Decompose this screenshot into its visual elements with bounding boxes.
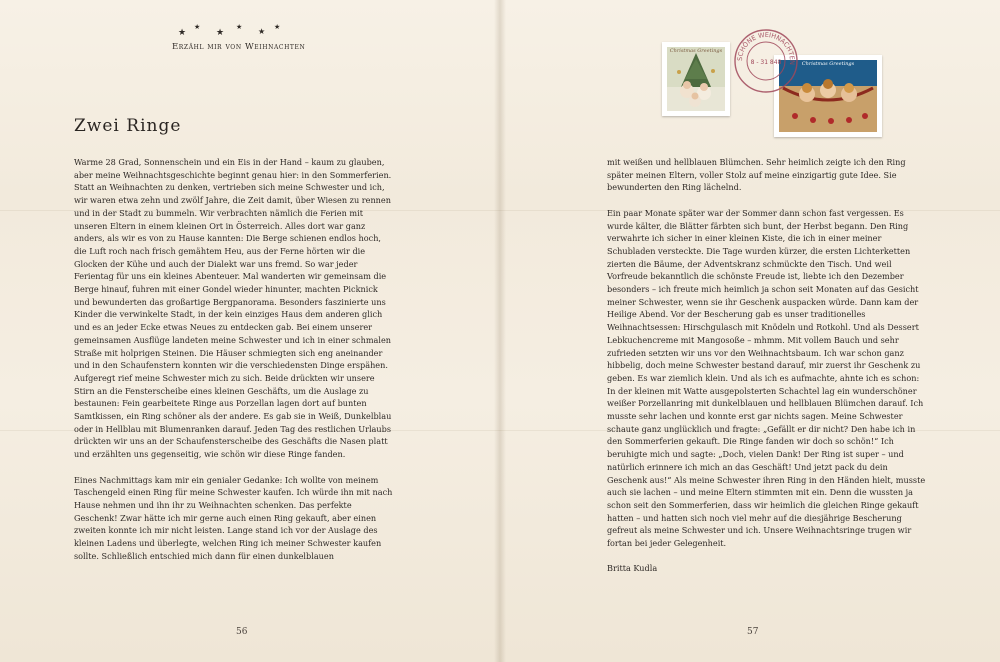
svg-text:★: ★ [178,28,187,38]
paragraph: mit weißen und hellblauen Blümchen. Sehr heimlich zeigte ich den Ring später meinen Eltern, voller Stolz auf meine einzigartig gute Idee. Sie bewunderten den Ring lächelnd. [607,157,906,193]
stamp-caption: Christmas Greetings [669,48,723,54]
stamp-caption: Christmas Greetings [801,61,855,67]
stars-decoration [178,22,288,40]
book-spine [494,0,506,662]
svg-text:★: ★ [258,27,266,36]
postmark-date: 8 - 31 848 [750,59,782,66]
author: Britta Kudla [607,563,658,574]
svg-text:★: ★ [194,23,201,31]
svg-text:★: ★ [274,23,281,31]
right-page [500,0,1000,662]
paragraph: Eines Nachmittags kam mir ein genialer Gedanke: Ich wollte von meinem Taschengeld einen Ring für meine Schwester kaufen. Ich würde ihn mit nach Hause nehmen und ihn ihr zu Weihnachten schenken. Das perfekte Geschenk! Zwar hätte ich mir gerne auch einen Ring gekauft, aber einen zweiten konnte ich mir nicht leisten. Lange stand ich vor der Auslage des kleinen Ladens und überlegte, welchen Ring ich meiner Schwester kaufen sollte. Schließlich entschied mich dann für einen dunkelblauen [74,474,393,561]
right-text-column [607,156,929,575]
story-title: Zwei Ringe [74,116,182,136]
svg-text:★: ★ [236,23,243,31]
paragraph: Warme 28 Grad, Sonnenschein und ein Eis in der Hand – kaum zu glauben, aber meine Weihnachtsgeschichte beginnt genau hier: in den Sommerferien. Statt an Weihnachten zu denken, vertrieben sich meine Schwester und ich, wir waren etwa zehn und zwölf Jahre, die Zeit damit, über Wiesen zu rennen und in der Stadt zu bummeln. Wir verbrachten nämlich die Ferien mit unseren Eltern in einem kleinen Ort in Österreich. Alles dort war ganz anders, als wir es von zu Hause kannten: Die Berge schienen endlos hoch, die Luft roch nach frisch gemähtem Heu, aus der Ferne hörten wir die Glocken der Kühe und auch der Dialekt war uns fremd. So war jeder Ferientag für uns ein kleines Abenteuer. Mal wanderten wir gemeinsam die Berge hinauf, fuhren mit einer Gondel wieder hinunter, machten Picknick und bewunderten das großartige Bergpanorama. Besonders faszinierte uns Kinder die verwinkelte Stadt, in der kein einziges Haus dem anderen glich und es an jeder Ecke etwas Neues zu entdecken gab. Bei einem unserer gemeinsamen Ausflüge landeten meine Schwester und ich in einer schmalen Straße mit holprigen Steinen. Die Häuser schmiegten sich eng aneinander und in den Schaufenstern konnten wir die verschiedensten Dinge erspähen. Aufgeregt rief meine Schwester mich zu sich. Beide drückten wir unsere Stirn an die Fensterscheibe eines kleinen Geschäfts, um die Auslage zu bestaunen: Fein gearbeitete Ringe aus Porzellan lagen dort auf bunten Samtkissen, ein Ring schöner als der andere. Es gab sie in Weiß, Dunkelblau oder in Hellblau mit Blumenranken darauf. Jeden Tag des restlichen Urlaubs drückten wir uns an der Schaufensterscheibe des Geschäfts die Nasen platt und erzählten uns gegenseitig, wie schön wir diese Ringe fanden. [74,157,392,460]
series-header: Erzähl mir von Weihnachten [172,42,306,52]
postmark-seal [733,28,799,94]
page-number: 56 [236,627,248,637]
page-number: 57 [747,627,759,637]
svg-text:★: ★ [216,28,225,38]
vintage-stamp-angels [662,42,730,116]
postmark-text: SCHÖNE WEIHNACHTEN [735,30,797,66]
left-text-column [74,156,396,562]
angels-illustration [667,47,725,111]
paragraph: Ein paar Monate später war der Sommer dann schon fast vergessen. Es wurde kälter, die Blätter färbten sich bunt, der Herbst begann. Den Ring verwahrte ich sicher in einer kleinen Kiste, die ich in einer meiner Schubladen versteckte. Die Tage wurden kürzer, die ersten Lichterketten zierten die Bäume, der Adventskranz schmückte den Tisch. Und weil Vorfreude bekanntlich die schönste Freude ist, liebte ich den Dezember besonders – ich freute mich heimlich ja schon seit Monaten auf das Gesicht meiner Schwester, wenn sie ihr Geschenk auspacken würde. Dann kam der Heilige Abend. Vor der Bescherung gab es unser traditionelles Weihnachtsessen: Hirschgulasch mit Knödeln und Rotkohl. Und als Dessert Lebkuchencreme mit Mangosoße – mhmm. Mit vollem Bauch und sehr zufrieden setzten wir uns vor den Weihnachtsbaum. Ich war schon ganz hibbelig, doch meine Schwester bestand darauf, mir zuerst ihr Geschenk zu geben. Es war ziemlich klein. Und als ich es aufmachte, ahnte ich es schon: In der kleinen mit Watte ausgepolsterten Schachtel lag ein wunderschöner weißer Porzellanring mit dunkelblauen und hellblauen Blümchen darauf. Ich musste sehr lachen und konnte erst gar nichts sagen. Meine Schwester schaute ganz unglücklich und fragte: „Gefällt er dir nicht? Den habe ich in den Sommerferien gekauft. Die Ringe fanden wir doch so schön!“ Ich beruhigte mich und sagte: „Doch, vielen Dank! Der Ring ist super – und natürlich erinnere ich mich an das Geschäft! Und jetzt pack du dein Geschenk aus!“ Als meine Schwester ihren Ring in den Händen hielt, musste auch sie lachen – und meine Eltern stimmten mit ein. Denn die wussten ja schon seit den Sommerferien, dass wir heimlich die gleichen Ringe gekauft hatten – und hatten sich noch viel mehr auf die diesjährige Bescherung gefreut als meine Schwester und ich. Unsere Weihnachtsringe trugen wir fortan bei jeder Gelegenheit. [607,207,926,549]
